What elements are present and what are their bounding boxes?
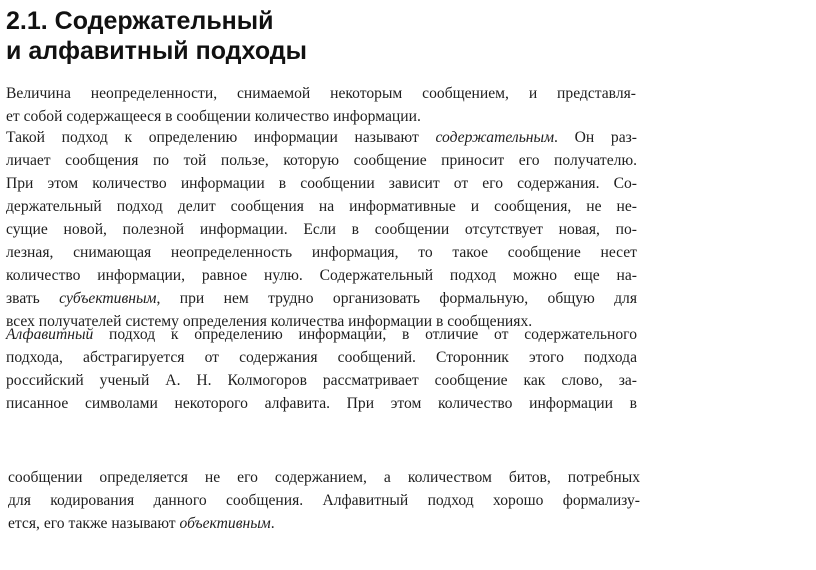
text-line: писанное символами некоторого алфавита. При этом количество информации в	[6, 395, 637, 412]
text-line: лезная, снимающая неопределенность информация, то такое сообщение несет	[6, 244, 637, 261]
text-run: ется, его также называют	[8, 515, 180, 532]
text-run: .	[270, 515, 275, 532]
paragraph-content-approach	[6, 126, 637, 333]
text-line	[6, 323, 637, 346]
text-line: подхода, абстрагируется от содержания сообщений. Сторонник этого подхода	[6, 349, 637, 366]
text-run: Такой подход к определению информации называют	[6, 129, 436, 146]
text-line	[8, 512, 640, 535]
term-subjective: субъективным	[59, 290, 157, 307]
term-alphabet-approach: Алфавитный	[6, 326, 94, 343]
text-line	[6, 287, 637, 310]
text-run: подход к определению информации, в отличие от содержательного	[93, 326, 637, 343]
text-run: , при нем трудно организовать формальную, общую для	[156, 290, 637, 307]
paragraph-alphabet-continued	[8, 466, 640, 535]
text-line: держательный подход делит сообщения на информативные и сообщения, не не-	[6, 198, 637, 215]
text-run: звать	[6, 290, 60, 307]
text-line	[6, 126, 637, 149]
text-line: всех получателей систему определения количества информации в сообщениях.	[6, 313, 533, 330]
text-line: для кодирования данного сообщения. Алфавитный подход хорошо формализу-	[8, 492, 640, 509]
heading-line-1: 2.1. Содержательный	[6, 7, 274, 35]
heading-line-2: и алфавитный подходы	[6, 37, 307, 65]
text-line: личает сообщения по той пользе, которую сообщение приносит его получателю.	[6, 152, 637, 169]
text-line: сообщении определяется не его содержанием, а количеством битов, потребных	[8, 469, 640, 486]
paragraph-intro	[6, 82, 636, 128]
text-line: сущие новой, полезной информации. Если в сообщении отсутствует новая, по-	[6, 221, 637, 238]
text-line: российский ученый А. Н. Колмогоров рассматривает сообщение как слово, за-	[6, 372, 637, 389]
term-objective: объективным	[179, 515, 271, 532]
text-line: Величина неопределенности, снимаемой некоторым сообщением, и представля-	[6, 85, 636, 102]
term-content-approach: содержательным	[435, 129, 555, 146]
text-line: ет собой содержащееся в сообщении количество информации.	[6, 108, 421, 125]
section-heading	[6, 6, 307, 66]
text-line: При этом количество информации в сообщении зависит от его содержания. Со-	[6, 175, 637, 192]
paragraph-alphabet-approach	[6, 323, 637, 415]
text-run: . Он раз-	[554, 129, 637, 146]
text-line: количество информации, равное нулю. Содержательный подход можно еще на-	[6, 267, 637, 284]
